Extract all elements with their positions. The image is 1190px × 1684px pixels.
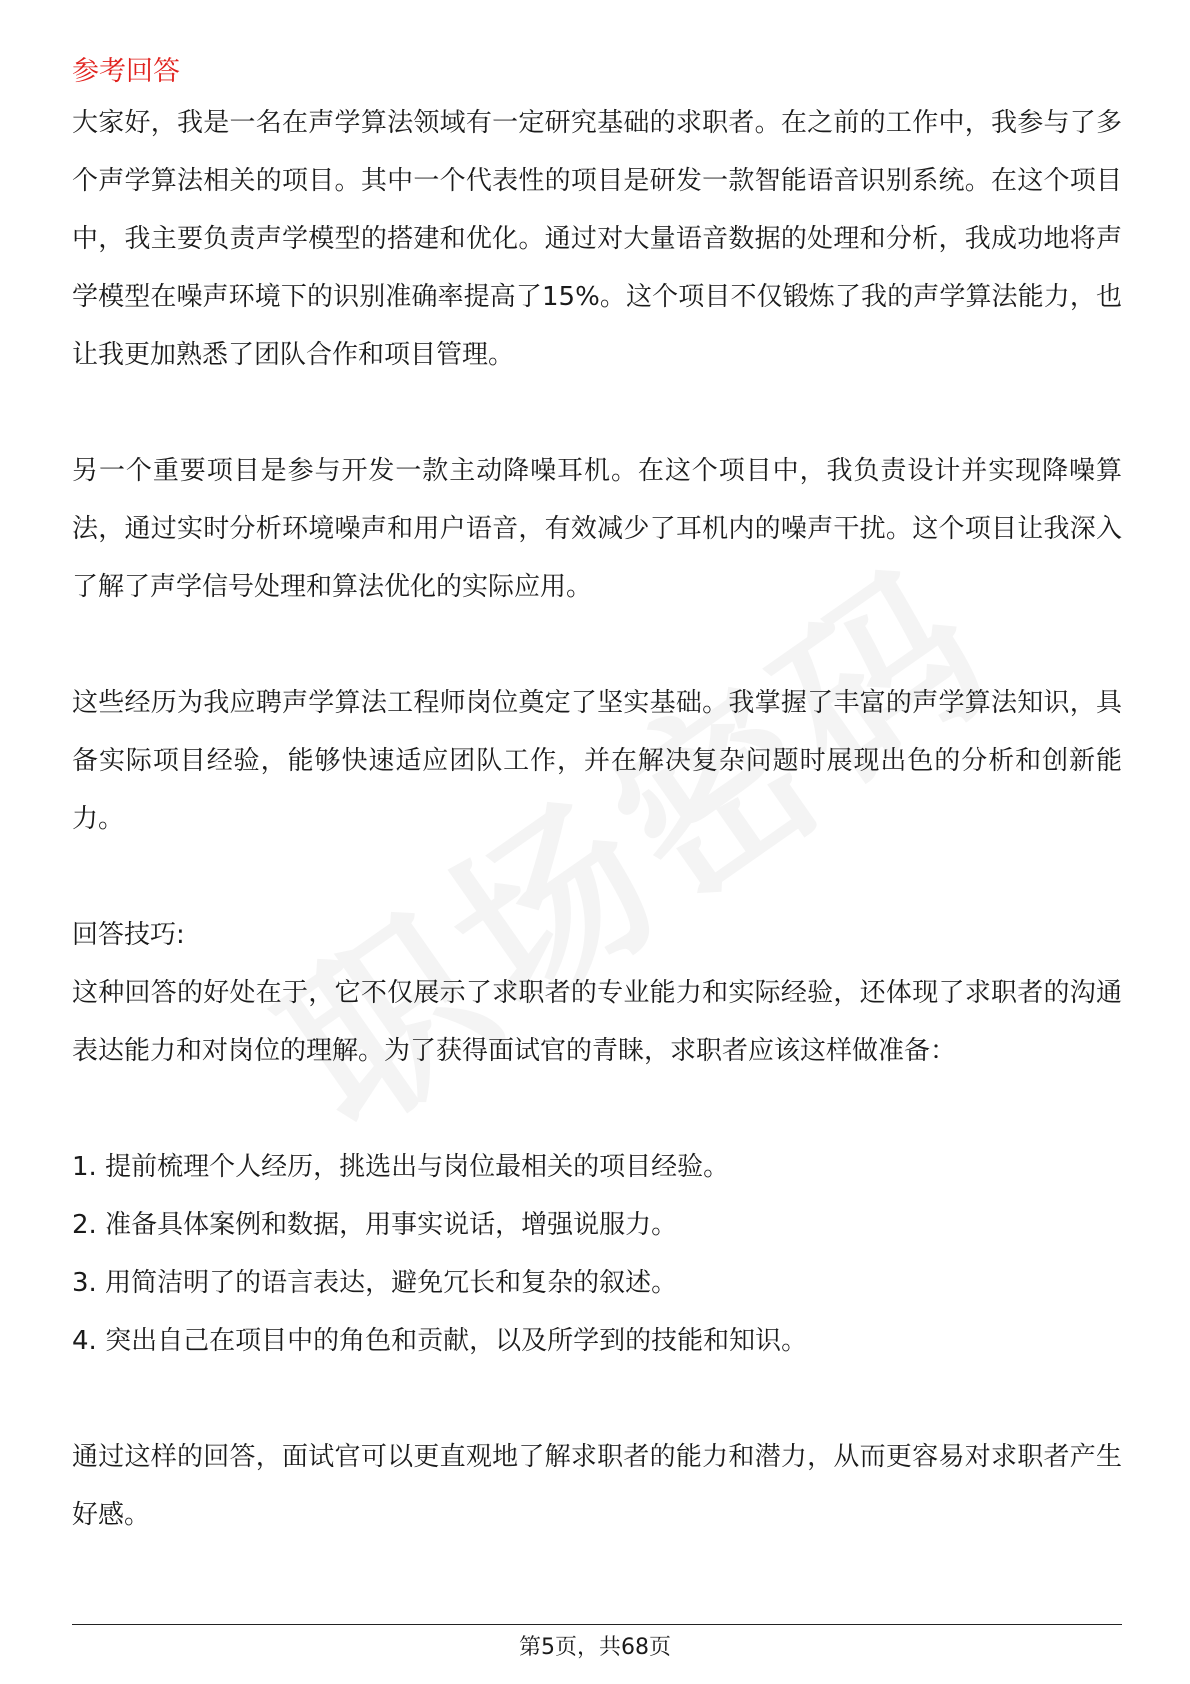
list-item: 1. 提前梳理个人经历，挑选出与岗位最相关的项目经验。	[72, 1152, 730, 1182]
list-item: 3. 用简洁明了的语言表达，避免冗长和复杂的叙述。	[72, 1268, 678, 1298]
answer-paragraph-3: 这些经历为我应聘声学算法工程师岗位奠定了坚实基础。我掌握了丰富的声学算法知识，具备实际项目经验，能够快速适应团队工作，并在解决复杂问题时展现出色的分析和创新能力。	[72, 688, 1122, 834]
tips-title: 回答技巧:	[72, 920, 185, 950]
page-number: 第5页，共68页	[519, 1635, 671, 1660]
page-content	[72, 50, 1122, 1544]
paragraph-spacer	[72, 848, 1122, 906]
closing-paragraph: 通过这样的回答，面试官可以更直观地了解求职者的能力和潜力，从而更容易对求职者产生好感。	[72, 1442, 1122, 1530]
paragraph-spacer	[72, 616, 1122, 674]
answer-paragraph-2: 另一个重要项目是参与开发一款主动降噪耳机。在这个项目中，我负责设计并实现降噪算法，通过实时分析环境噪声和用户语音，有效减少了耳机内的噪声干扰。这个项目让我深入了解了声学信号处理和算法优化的实际应用。	[72, 456, 1122, 602]
list-item: 4. 突出自己在项目中的角色和贡献，以及所学到的技能和知识。	[72, 1326, 808, 1356]
tips-intro-paragraph: 这种回答的好处在于，它不仅展示了求职者的专业能力和实际经验，还体现了求职者的沟通表达能力和对岗位的理解。为了获得面试官的青睐，求职者应该这样做准备：	[72, 978, 1122, 1066]
paragraph-spacer	[72, 1080, 1122, 1138]
answer-paragraph-1: 大家好，我是一名在声学算法领域有一定研究基础的求职者。在之前的工作中，我参与了多个声学算法相关的项目。其中一个代表性的项目是研发一款智能语音识别系统。在这个项目中，我主要负责声学模型的搭建和优化。通过对大量语音数据的处理和分析，我成功地将声学模型在噪声环境下的识别准确率提高了15%。这个项目不仅锻炼了我的声学算法能力，也让我更加熟悉了团队合作和项目管理。	[72, 108, 1122, 370]
section-heading: 参考回答	[72, 56, 180, 87]
paragraph-spacer	[72, 1370, 1122, 1428]
tips-list	[72, 1138, 1122, 1370]
paragraph-spacer	[72, 384, 1122, 442]
list-item: 2. 准备具体案例和数据，用事实说话，增强说服力。	[72, 1210, 678, 1240]
footer-divider	[72, 1624, 1122, 1625]
